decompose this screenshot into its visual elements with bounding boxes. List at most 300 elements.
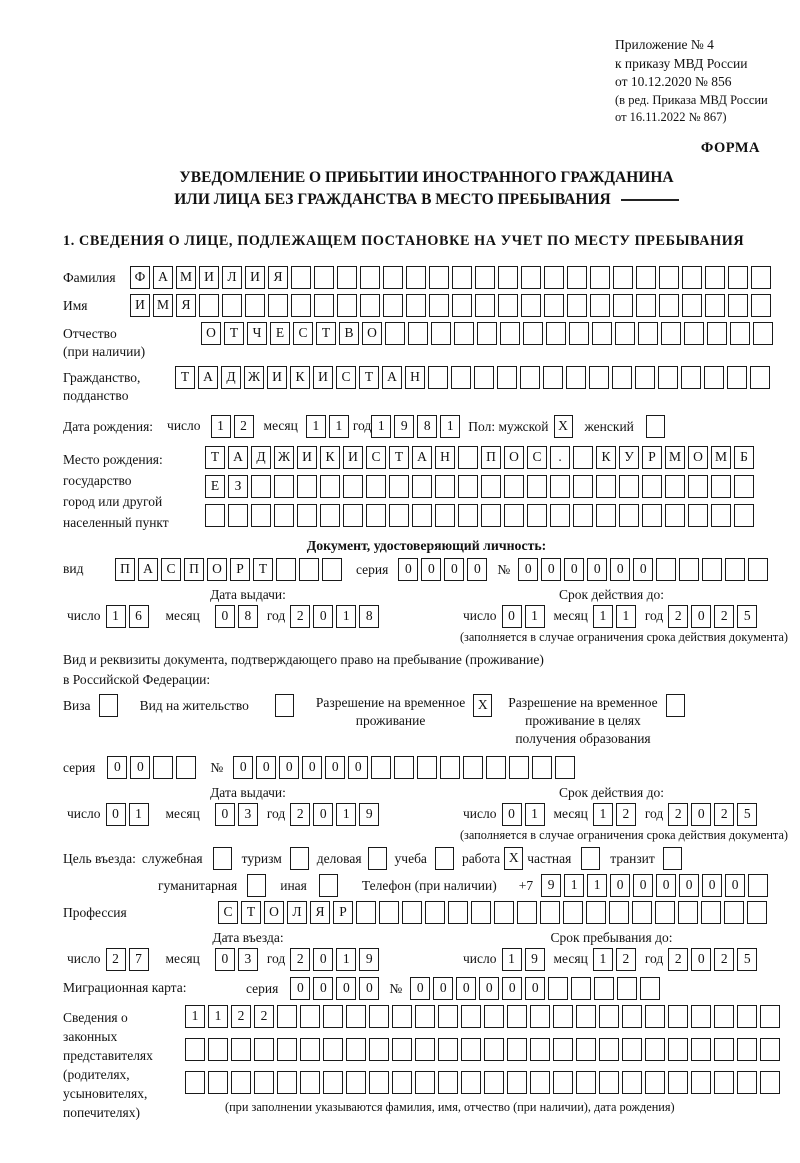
- char-cell[interactable]: 8: [359, 605, 379, 628]
- char-cell[interactable]: 0: [359, 977, 379, 1000]
- char-cell[interactable]: [682, 266, 702, 289]
- char-cell[interactable]: [596, 475, 616, 498]
- gender-female-checkbox[interactable]: [646, 415, 665, 438]
- char-cell[interactable]: [658, 366, 678, 389]
- char-cell[interactable]: С: [527, 446, 547, 469]
- char-cell[interactable]: [613, 294, 633, 317]
- char-cell[interactable]: [760, 1038, 780, 1061]
- char-cell[interactable]: Л: [287, 901, 307, 924]
- char-cell[interactable]: [383, 294, 403, 317]
- char-cell[interactable]: [727, 366, 747, 389]
- char-cell[interactable]: Л: [222, 266, 242, 289]
- char-cell[interactable]: 1: [306, 415, 326, 438]
- char-cell[interactable]: [392, 1071, 412, 1094]
- char-cell[interactable]: [369, 1071, 389, 1094]
- char-cell[interactable]: Р: [230, 558, 250, 581]
- char-cell[interactable]: О: [201, 322, 221, 345]
- char-cell[interactable]: [385, 322, 405, 345]
- purpose-other-checkbox[interactable]: [319, 874, 338, 897]
- char-cell[interactable]: [622, 1038, 642, 1061]
- char-cell[interactable]: 2: [668, 803, 688, 826]
- char-cell[interactable]: [484, 1038, 504, 1061]
- gender-male-checkbox[interactable]: X: [554, 415, 573, 438]
- char-cell[interactable]: [346, 1038, 366, 1061]
- char-cell[interactable]: 1: [371, 415, 391, 438]
- char-cell[interactable]: [438, 1038, 458, 1061]
- char-cell[interactable]: [322, 558, 342, 581]
- char-cell[interactable]: [659, 266, 679, 289]
- char-cell[interactable]: Ж: [244, 366, 264, 389]
- char-cell[interactable]: [640, 977, 660, 1000]
- char-cell[interactable]: 3: [238, 948, 258, 971]
- char-cell[interactable]: 0: [325, 756, 345, 779]
- char-cell[interactable]: Т: [241, 901, 261, 924]
- char-cell[interactable]: М: [176, 266, 196, 289]
- char-cell[interactable]: 2: [290, 605, 310, 628]
- char-cell[interactable]: [323, 1038, 343, 1061]
- char-cell[interactable]: А: [153, 266, 173, 289]
- char-cell[interactable]: [297, 475, 317, 498]
- char-cell[interactable]: А: [228, 446, 248, 469]
- char-cell[interactable]: Ж: [274, 446, 294, 469]
- char-cell[interactable]: 2: [714, 948, 734, 971]
- char-cell[interactable]: [681, 366, 701, 389]
- char-cell[interactable]: [750, 366, 770, 389]
- char-cell[interactable]: [645, 1038, 665, 1061]
- char-cell[interactable]: 0: [313, 803, 333, 826]
- char-cell[interactable]: 2: [714, 803, 734, 826]
- char-cell[interactable]: 2: [290, 803, 310, 826]
- char-cell[interactable]: [360, 266, 380, 289]
- char-cell[interactable]: 0: [610, 874, 630, 897]
- char-cell[interactable]: [245, 294, 265, 317]
- char-cell[interactable]: [642, 475, 662, 498]
- char-cell[interactable]: [448, 901, 468, 924]
- char-cell[interactable]: [599, 1071, 619, 1094]
- char-cell[interactable]: [486, 756, 506, 779]
- char-cell[interactable]: [337, 294, 357, 317]
- char-cell[interactable]: [566, 366, 586, 389]
- char-cell[interactable]: [573, 504, 593, 527]
- char-cell[interactable]: [728, 294, 748, 317]
- char-cell[interactable]: [636, 266, 656, 289]
- char-cell[interactable]: 0: [215, 803, 235, 826]
- char-cell[interactable]: [521, 266, 541, 289]
- char-cell[interactable]: [728, 266, 748, 289]
- char-cell[interactable]: [435, 504, 455, 527]
- char-cell[interactable]: 0: [444, 558, 464, 581]
- char-cell[interactable]: 0: [410, 977, 430, 1000]
- char-cell[interactable]: 1: [525, 803, 545, 826]
- char-cell[interactable]: О: [688, 446, 708, 469]
- char-cell[interactable]: [590, 294, 610, 317]
- char-cell[interactable]: [548, 977, 568, 1000]
- char-cell[interactable]: [592, 322, 612, 345]
- char-cell[interactable]: [617, 977, 637, 1000]
- char-cell[interactable]: [428, 366, 448, 389]
- char-cell[interactable]: [208, 1038, 228, 1061]
- char-cell[interactable]: [394, 756, 414, 779]
- char-cell[interactable]: [521, 294, 541, 317]
- char-cell[interactable]: У: [619, 446, 639, 469]
- char-cell[interactable]: [429, 266, 449, 289]
- char-cell[interactable]: [343, 504, 363, 527]
- char-cell[interactable]: [276, 558, 296, 581]
- char-cell[interactable]: [346, 1071, 366, 1094]
- char-cell[interactable]: 0: [433, 977, 453, 1000]
- char-cell[interactable]: [532, 756, 552, 779]
- char-cell[interactable]: [567, 266, 587, 289]
- char-cell[interactable]: [431, 322, 451, 345]
- char-cell[interactable]: 0: [107, 756, 127, 779]
- char-cell[interactable]: В: [339, 322, 359, 345]
- char-cell[interactable]: [701, 901, 721, 924]
- char-cell[interactable]: [231, 1038, 251, 1061]
- char-cell[interactable]: [714, 1071, 734, 1094]
- char-cell[interactable]: Е: [205, 475, 225, 498]
- char-cell[interactable]: 2: [668, 948, 688, 971]
- char-cell[interactable]: [297, 504, 317, 527]
- char-cell[interactable]: [737, 1005, 757, 1028]
- char-cell[interactable]: [530, 1005, 550, 1028]
- char-cell[interactable]: [429, 294, 449, 317]
- char-cell[interactable]: [734, 504, 754, 527]
- char-cell[interactable]: 1: [502, 948, 522, 971]
- char-cell[interactable]: [711, 504, 731, 527]
- char-cell[interactable]: И: [297, 446, 317, 469]
- char-cell[interactable]: А: [138, 558, 158, 581]
- char-cell[interactable]: [543, 366, 563, 389]
- char-cell[interactable]: [553, 1071, 573, 1094]
- char-cell[interactable]: Т: [316, 322, 336, 345]
- char-cell[interactable]: [454, 322, 474, 345]
- char-cell[interactable]: [748, 874, 768, 897]
- char-cell[interactable]: 1: [587, 874, 607, 897]
- char-cell[interactable]: [576, 1038, 596, 1061]
- char-cell[interactable]: [645, 1071, 665, 1094]
- char-cell[interactable]: 9: [541, 874, 561, 897]
- char-cell[interactable]: [371, 756, 391, 779]
- char-cell[interactable]: 0: [633, 558, 653, 581]
- char-cell[interactable]: [724, 901, 744, 924]
- char-cell[interactable]: 2: [234, 415, 254, 438]
- char-cell[interactable]: И: [245, 266, 265, 289]
- char-cell[interactable]: М: [711, 446, 731, 469]
- char-cell[interactable]: [573, 446, 593, 469]
- char-cell[interactable]: [615, 322, 635, 345]
- char-cell[interactable]: 1: [211, 415, 231, 438]
- char-cell[interactable]: С: [218, 901, 238, 924]
- char-cell[interactable]: 0: [691, 605, 711, 628]
- char-cell[interactable]: [369, 1038, 389, 1061]
- char-cell[interactable]: [251, 504, 271, 527]
- char-cell[interactable]: 0: [233, 756, 253, 779]
- char-cell[interactable]: [544, 294, 564, 317]
- char-cell[interactable]: [507, 1005, 527, 1028]
- char-cell[interactable]: О: [264, 901, 284, 924]
- char-cell[interactable]: [659, 294, 679, 317]
- char-cell[interactable]: Д: [221, 366, 241, 389]
- char-cell[interactable]: 0: [479, 977, 499, 1000]
- purpose-tourism-checkbox[interactable]: [290, 847, 309, 870]
- char-cell[interactable]: [573, 475, 593, 498]
- char-cell[interactable]: [343, 475, 363, 498]
- char-cell[interactable]: 0: [587, 558, 607, 581]
- char-cell[interactable]: О: [207, 558, 227, 581]
- char-cell[interactable]: А: [412, 446, 432, 469]
- char-cell[interactable]: [268, 294, 288, 317]
- char-cell[interactable]: [497, 366, 517, 389]
- char-cell[interactable]: [415, 1071, 435, 1094]
- char-cell[interactable]: 2: [231, 1005, 251, 1028]
- char-cell[interactable]: [645, 1005, 665, 1028]
- char-cell[interactable]: [655, 901, 675, 924]
- char-cell[interactable]: К: [320, 446, 340, 469]
- char-cell[interactable]: [679, 558, 699, 581]
- char-cell[interactable]: 2: [668, 605, 688, 628]
- char-cell[interactable]: 7: [129, 948, 149, 971]
- purpose-study-checkbox[interactable]: [435, 847, 454, 870]
- char-cell[interactable]: [425, 901, 445, 924]
- char-cell[interactable]: 0: [691, 948, 711, 971]
- char-cell[interactable]: П: [184, 558, 204, 581]
- char-cell[interactable]: [176, 756, 196, 779]
- char-cell[interactable]: [474, 366, 494, 389]
- char-cell[interactable]: [452, 266, 472, 289]
- char-cell[interactable]: 0: [502, 803, 522, 826]
- char-cell[interactable]: М: [153, 294, 173, 317]
- char-cell[interactable]: [530, 1038, 550, 1061]
- char-cell[interactable]: [576, 1071, 596, 1094]
- char-cell[interactable]: 3: [238, 803, 258, 826]
- char-cell[interactable]: [205, 504, 225, 527]
- char-cell[interactable]: [277, 1071, 297, 1094]
- char-cell[interactable]: И: [313, 366, 333, 389]
- char-cell[interactable]: [471, 901, 491, 924]
- char-cell[interactable]: [379, 901, 399, 924]
- char-cell[interactable]: Р: [333, 901, 353, 924]
- char-cell[interactable]: А: [198, 366, 218, 389]
- char-cell[interactable]: [711, 475, 731, 498]
- char-cell[interactable]: [277, 1038, 297, 1061]
- char-cell[interactable]: [438, 1071, 458, 1094]
- char-cell[interactable]: [356, 901, 376, 924]
- char-cell[interactable]: [590, 266, 610, 289]
- char-cell[interactable]: Т: [253, 558, 273, 581]
- char-cell[interactable]: 1: [440, 415, 460, 438]
- char-cell[interactable]: 2: [616, 803, 636, 826]
- char-cell[interactable]: 0: [691, 803, 711, 826]
- char-cell[interactable]: [412, 504, 432, 527]
- char-cell[interactable]: 1: [329, 415, 349, 438]
- char-cell[interactable]: [705, 266, 725, 289]
- char-cell[interactable]: [730, 322, 750, 345]
- char-cell[interactable]: 2: [290, 948, 310, 971]
- char-cell[interactable]: [507, 1071, 527, 1094]
- char-cell[interactable]: 0: [215, 948, 235, 971]
- char-cell[interactable]: [555, 756, 575, 779]
- char-cell[interactable]: [691, 1005, 711, 1028]
- char-cell[interactable]: [737, 1038, 757, 1061]
- char-cell[interactable]: И: [343, 446, 363, 469]
- char-cell[interactable]: [392, 1005, 412, 1028]
- char-cell[interactable]: 1: [525, 605, 545, 628]
- char-cell[interactable]: [360, 294, 380, 317]
- char-cell[interactable]: 0: [348, 756, 368, 779]
- char-cell[interactable]: [458, 446, 478, 469]
- char-cell[interactable]: [609, 901, 629, 924]
- char-cell[interactable]: [596, 504, 616, 527]
- char-cell[interactable]: [638, 322, 658, 345]
- char-cell[interactable]: [688, 475, 708, 498]
- char-cell[interactable]: [300, 1005, 320, 1028]
- char-cell[interactable]: [751, 266, 771, 289]
- char-cell[interactable]: [484, 1071, 504, 1094]
- char-cell[interactable]: [714, 1005, 734, 1028]
- char-cell[interactable]: [346, 1005, 366, 1028]
- char-cell[interactable]: 1: [185, 1005, 205, 1028]
- char-cell[interactable]: [753, 322, 773, 345]
- char-cell[interactable]: 0: [525, 977, 545, 1000]
- char-cell[interactable]: Я: [268, 266, 288, 289]
- char-cell[interactable]: [185, 1071, 205, 1094]
- char-cell[interactable]: [544, 266, 564, 289]
- char-cell[interactable]: 9: [394, 415, 414, 438]
- char-cell[interactable]: [208, 1071, 228, 1094]
- char-cell[interactable]: [323, 1005, 343, 1028]
- char-cell[interactable]: [475, 294, 495, 317]
- char-cell[interactable]: С: [366, 446, 386, 469]
- char-cell[interactable]: [498, 294, 518, 317]
- char-cell[interactable]: 8: [238, 605, 258, 628]
- char-cell[interactable]: [540, 901, 560, 924]
- char-cell[interactable]: С: [161, 558, 181, 581]
- char-cell[interactable]: Т: [224, 322, 244, 345]
- char-cell[interactable]: [475, 266, 495, 289]
- char-cell[interactable]: [320, 475, 340, 498]
- char-cell[interactable]: [504, 475, 524, 498]
- char-cell[interactable]: 0: [256, 756, 276, 779]
- char-cell[interactable]: [461, 1071, 481, 1094]
- char-cell[interactable]: [546, 322, 566, 345]
- char-cell[interactable]: П: [115, 558, 135, 581]
- char-cell[interactable]: 1: [208, 1005, 228, 1028]
- char-cell[interactable]: 8: [417, 415, 437, 438]
- char-cell[interactable]: [251, 475, 271, 498]
- char-cell[interactable]: П: [481, 446, 501, 469]
- char-cell[interactable]: [507, 1038, 527, 1061]
- char-cell[interactable]: [612, 366, 632, 389]
- char-cell[interactable]: [300, 1071, 320, 1094]
- char-cell[interactable]: [314, 294, 334, 317]
- char-cell[interactable]: [463, 756, 483, 779]
- char-cell[interactable]: Б: [734, 446, 754, 469]
- char-cell[interactable]: [704, 366, 724, 389]
- char-cell[interactable]: [619, 475, 639, 498]
- char-cell[interactable]: [589, 366, 609, 389]
- char-cell[interactable]: 9: [525, 948, 545, 971]
- char-cell[interactable]: [635, 366, 655, 389]
- char-cell[interactable]: [498, 266, 518, 289]
- char-cell[interactable]: [553, 1038, 573, 1061]
- char-cell[interactable]: [751, 294, 771, 317]
- char-cell[interactable]: [408, 322, 428, 345]
- char-cell[interactable]: Т: [359, 366, 379, 389]
- char-cell[interactable]: [412, 475, 432, 498]
- char-cell[interactable]: Н: [405, 366, 425, 389]
- char-cell[interactable]: [481, 475, 501, 498]
- char-cell[interactable]: 0: [215, 605, 235, 628]
- char-cell[interactable]: [563, 901, 583, 924]
- char-cell[interactable]: 0: [279, 756, 299, 779]
- char-cell[interactable]: [684, 322, 704, 345]
- char-cell[interactable]: [567, 294, 587, 317]
- char-cell[interactable]: [228, 504, 248, 527]
- char-cell[interactable]: [199, 294, 219, 317]
- char-cell[interactable]: Е: [270, 322, 290, 345]
- char-cell[interactable]: [254, 1038, 274, 1061]
- char-cell[interactable]: [527, 475, 547, 498]
- char-cell[interactable]: 2: [254, 1005, 274, 1028]
- char-cell[interactable]: [691, 1038, 711, 1061]
- char-cell[interactable]: [504, 504, 524, 527]
- char-cell[interactable]: 2: [616, 948, 636, 971]
- char-cell[interactable]: 5: [737, 948, 757, 971]
- char-cell[interactable]: [665, 504, 685, 527]
- char-cell[interactable]: [458, 504, 478, 527]
- char-cell[interactable]: .: [550, 446, 570, 469]
- char-cell[interactable]: Ф: [130, 266, 150, 289]
- char-cell[interactable]: О: [362, 322, 382, 345]
- char-cell[interactable]: 0: [130, 756, 150, 779]
- char-cell[interactable]: [594, 977, 614, 1000]
- char-cell[interactable]: [707, 322, 727, 345]
- char-cell[interactable]: [668, 1005, 688, 1028]
- char-cell[interactable]: 1: [593, 803, 613, 826]
- char-cell[interactable]: О: [504, 446, 524, 469]
- char-cell[interactable]: И: [130, 294, 150, 317]
- char-cell[interactable]: [314, 266, 334, 289]
- char-cell[interactable]: [636, 294, 656, 317]
- char-cell[interactable]: [599, 1005, 619, 1028]
- char-cell[interactable]: Т: [389, 446, 409, 469]
- char-cell[interactable]: [705, 294, 725, 317]
- char-cell[interactable]: 0: [702, 874, 722, 897]
- char-cell[interactable]: 0: [502, 605, 522, 628]
- char-cell[interactable]: [415, 1038, 435, 1061]
- char-cell[interactable]: [613, 266, 633, 289]
- char-cell[interactable]: [550, 504, 570, 527]
- char-cell[interactable]: [678, 901, 698, 924]
- char-cell[interactable]: [291, 294, 311, 317]
- char-cell[interactable]: [383, 266, 403, 289]
- char-cell[interactable]: 2: [714, 605, 734, 628]
- char-cell[interactable]: Ч: [247, 322, 267, 345]
- char-cell[interactable]: Д: [251, 446, 271, 469]
- char-cell[interactable]: 1: [616, 605, 636, 628]
- char-cell[interactable]: [254, 1071, 274, 1094]
- char-cell[interactable]: [760, 1071, 780, 1094]
- char-cell[interactable]: 0: [725, 874, 745, 897]
- char-cell[interactable]: Р: [642, 446, 662, 469]
- char-cell[interactable]: 1: [336, 605, 356, 628]
- char-cell[interactable]: [451, 366, 471, 389]
- char-cell[interactable]: [688, 504, 708, 527]
- char-cell[interactable]: [553, 1005, 573, 1028]
- char-cell[interactable]: [406, 266, 426, 289]
- char-cell[interactable]: [369, 1005, 389, 1028]
- char-cell[interactable]: [586, 901, 606, 924]
